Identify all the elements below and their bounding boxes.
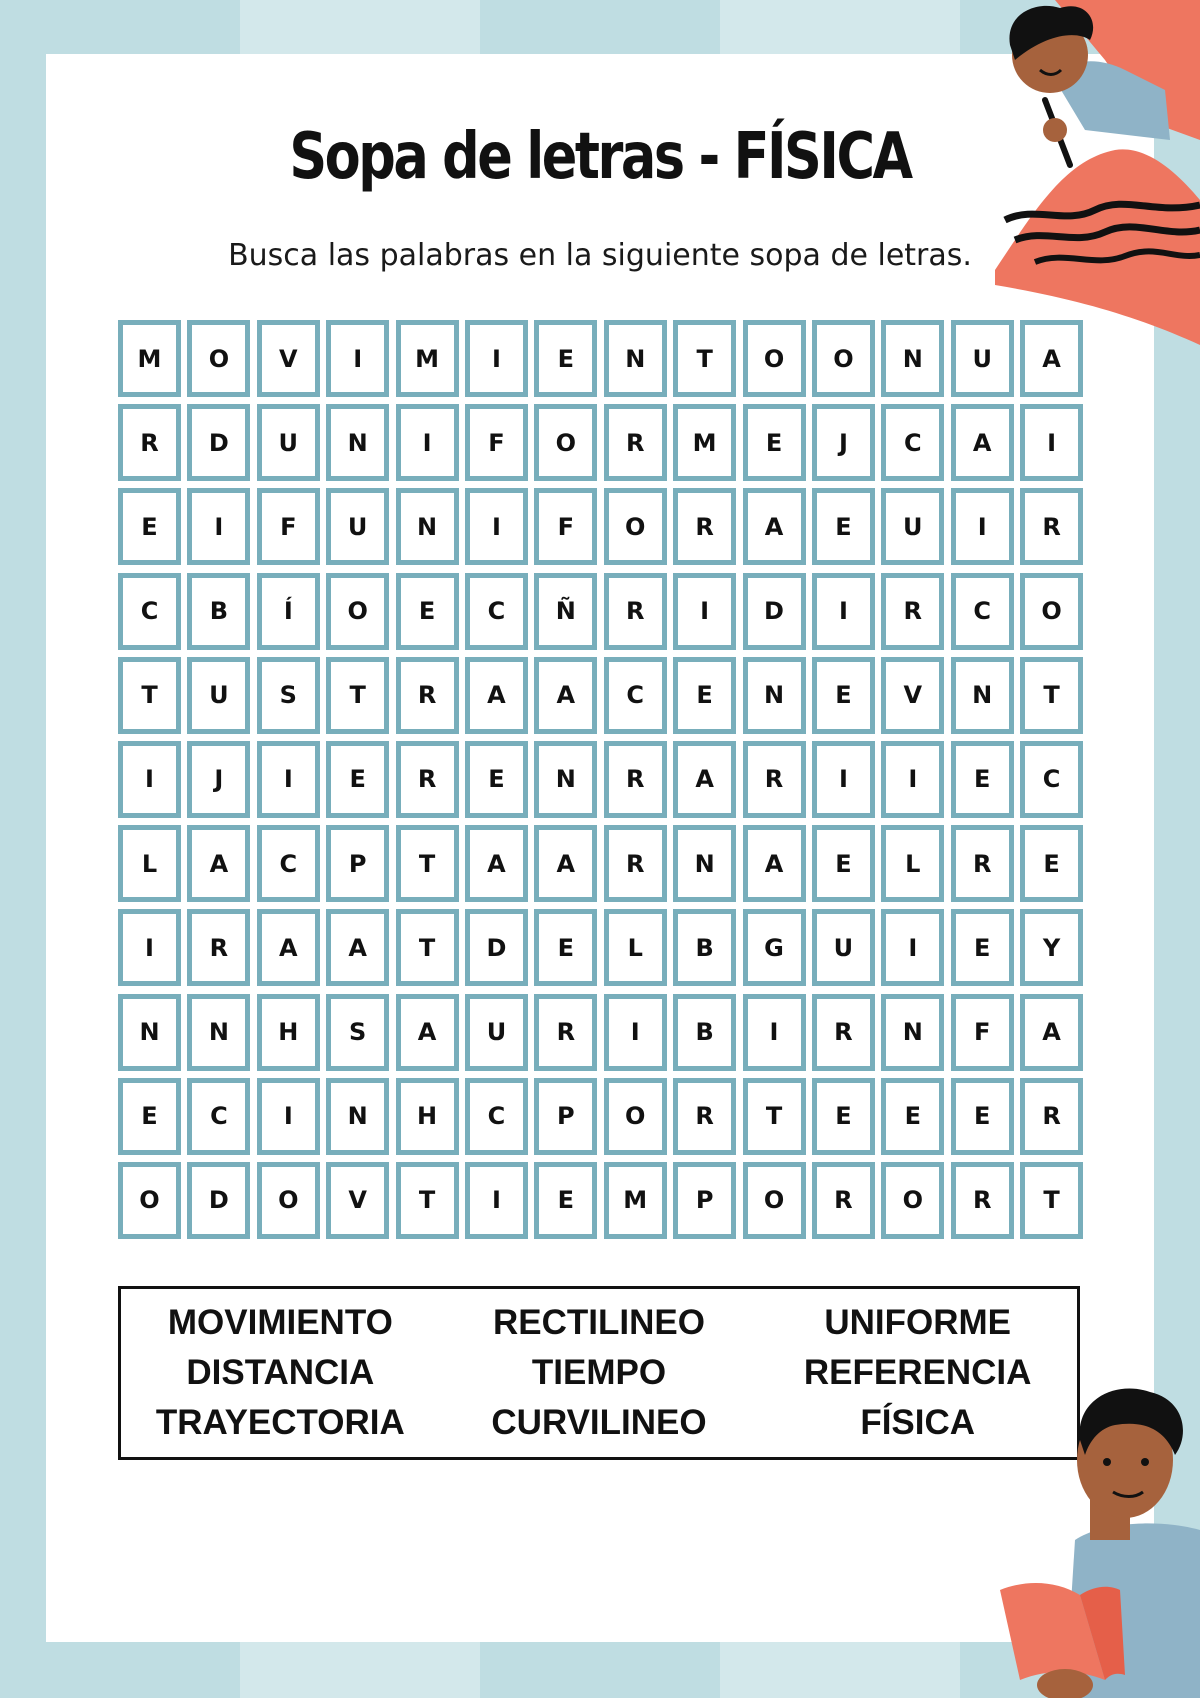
grid-cell: R (396, 657, 459, 734)
grid-cell: I (465, 488, 528, 565)
grid-cell: T (326, 657, 389, 734)
grid-cell: U (812, 909, 875, 986)
grid-cell: I (812, 741, 875, 818)
grid-cell: A (951, 404, 1014, 481)
grid-cell: Í (257, 573, 320, 650)
grid-cell: A (326, 909, 389, 986)
grid-cell: I (604, 994, 667, 1071)
grid-cell: C (1020, 741, 1083, 818)
grid-cell: R (743, 741, 806, 818)
grid-cell: O (812, 320, 875, 397)
grid-cell: B (187, 573, 250, 650)
grid-cell: I (118, 909, 181, 986)
grid-cell: N (881, 994, 944, 1071)
grid-cell: O (257, 1162, 320, 1239)
grid-cell: H (257, 994, 320, 1071)
grid-cell: L (604, 909, 667, 986)
grid-cell: R (673, 488, 736, 565)
grid-cell: O (604, 1078, 667, 1155)
grid-cell: G (743, 909, 806, 986)
grid-cell: U (257, 404, 320, 481)
grid-cell: R (881, 573, 944, 650)
grid-cell: E (673, 657, 736, 734)
grid-cell: R (118, 404, 181, 481)
word-list-item: REFERENCIA (803, 1353, 1032, 1392)
grid-cell: E (812, 488, 875, 565)
grid-cell: O (743, 1162, 806, 1239)
grid-cell: R (396, 741, 459, 818)
grid-cell: D (187, 404, 250, 481)
grid-cell: C (951, 573, 1014, 650)
word-list-item: MOVIMIENTO (167, 1303, 393, 1342)
grid-cell: D (465, 909, 528, 986)
grid-cell: N (951, 657, 1014, 734)
grid-cell: C (257, 825, 320, 902)
grid-cell: N (881, 320, 944, 397)
grid-cell: N (326, 1078, 389, 1155)
grid-cell: O (187, 320, 250, 397)
grid-cell: I (187, 488, 250, 565)
grid-cell: U (881, 488, 944, 565)
grid-cell: R (1020, 1078, 1083, 1155)
instructions-text: Busca las palabras en la siguiente sopa de letras. (228, 238, 972, 273)
grid-cell: P (673, 1162, 736, 1239)
grid-cell: P (326, 825, 389, 902)
grid-cell: U (465, 994, 528, 1071)
grid-cell: C (881, 404, 944, 481)
word-list-item: RECTILINEO (493, 1303, 705, 1342)
grid-cell: M (604, 1162, 667, 1239)
grid-cell: V (881, 657, 944, 734)
grid-cell: N (604, 320, 667, 397)
grid-cell: E (465, 741, 528, 818)
grid-cell: R (187, 909, 250, 986)
grid-cell: A (673, 741, 736, 818)
grid-cell: I (326, 320, 389, 397)
grid-cell: R (951, 1162, 1014, 1239)
grid-cell: T (118, 657, 181, 734)
grid-cell: E (812, 657, 875, 734)
grid-cell: O (534, 404, 597, 481)
grid-cell: P (534, 1078, 597, 1155)
grid-cell: Ñ (534, 573, 597, 650)
grid-cell: O (743, 320, 806, 397)
grid-cell: R (604, 404, 667, 481)
grid-cell: I (812, 573, 875, 650)
word-list-column (440, 1289, 759, 1457)
student-writing-illustration (995, 0, 1200, 345)
grid-cell: E (118, 488, 181, 565)
grid-cell: R (604, 573, 667, 650)
grid-cell: D (743, 573, 806, 650)
grid-cell: I (118, 741, 181, 818)
grid-cell: B (673, 909, 736, 986)
grid-cell: F (465, 404, 528, 481)
grid-cell: E (951, 909, 1014, 986)
grid-cell: E (812, 1078, 875, 1155)
grid-cell: C (465, 1078, 528, 1155)
grid-cell: I (951, 488, 1014, 565)
grid-cell: I (1020, 404, 1083, 481)
grid-cell: V (326, 1162, 389, 1239)
grid-cell: E (743, 404, 806, 481)
grid-cell: R (1020, 488, 1083, 565)
grid-cell: N (534, 741, 597, 818)
grid-cell: E (534, 320, 597, 397)
grid-cell: A (743, 488, 806, 565)
grid-cell: R (673, 1078, 736, 1155)
grid-cell: E (951, 1078, 1014, 1155)
grid-cell: O (118, 1162, 181, 1239)
grid-cell: I (465, 1162, 528, 1239)
grid-cell: R (604, 825, 667, 902)
grid-cell: I (396, 404, 459, 481)
grid-cell: T (1020, 657, 1083, 734)
blanket-shape (995, 149, 1200, 345)
grid-cell: U (326, 488, 389, 565)
grid-cell: O (1020, 573, 1083, 650)
grid-cell: D (187, 1162, 250, 1239)
grid-cell: E (534, 909, 597, 986)
grid-cell: T (673, 320, 736, 397)
grid-cell: I (465, 320, 528, 397)
grid-cell: F (257, 488, 320, 565)
grid-cell: N (187, 994, 250, 1071)
grid-cell: I (881, 741, 944, 818)
grid-cell: E (1020, 825, 1083, 902)
grid-cell: C (604, 657, 667, 734)
grid-cell: N (743, 657, 806, 734)
grid-cell: E (326, 741, 389, 818)
grid-cell: C (118, 573, 181, 650)
grid-cell: A (534, 657, 597, 734)
grid-cell: N (118, 994, 181, 1071)
grid-cell: H (396, 1078, 459, 1155)
student-reading-illustration (995, 1380, 1200, 1698)
grid-cell: I (257, 741, 320, 818)
grid-cell: B (673, 994, 736, 1071)
grid-cell: E (534, 1162, 597, 1239)
grid-cell: F (951, 994, 1014, 1071)
grid-cell: A (534, 825, 597, 902)
grid-cell: I (257, 1078, 320, 1155)
grid-cell: R (812, 1162, 875, 1239)
grid-cell: F (534, 488, 597, 565)
grid-cell: C (465, 573, 528, 650)
grid-cell: I (673, 573, 736, 650)
grid-cell: A (1020, 320, 1083, 397)
grid-cell: A (1020, 994, 1083, 1071)
grid-cell: I (881, 909, 944, 986)
grid-cell: M (673, 404, 736, 481)
grid-cell: S (326, 994, 389, 1071)
grid-cell: O (604, 488, 667, 565)
grid-cell: R (812, 994, 875, 1071)
word-list-item: UNIFORME (824, 1303, 1011, 1342)
grid-cell: M (396, 320, 459, 397)
word-list-column (121, 1289, 440, 1457)
grid-cell: A (743, 825, 806, 902)
grid-cell: E (396, 573, 459, 650)
grid-cell: E (881, 1078, 944, 1155)
grid-cell: T (1020, 1162, 1083, 1239)
grid-cell: A (396, 994, 459, 1071)
word-list-item: CURVILINEO (491, 1403, 707, 1442)
word-list-item: FÍSICA (860, 1403, 976, 1442)
grid-cell: T (396, 825, 459, 902)
word-list-item: TRAYECTORIA (155, 1403, 405, 1442)
word-list-box (118, 1286, 1080, 1460)
grid-cell: O (881, 1162, 944, 1239)
grid-cell: L (881, 825, 944, 902)
grid-cell: L (118, 825, 181, 902)
grid-cell: R (534, 994, 597, 1071)
grid-cell: A (465, 657, 528, 734)
grid-cell: M (118, 320, 181, 397)
grid-cell: A (257, 909, 320, 986)
grid-cell: J (812, 404, 875, 481)
grid-cell: N (326, 404, 389, 481)
grid-cell: A (465, 825, 528, 902)
grid-cell: E (812, 825, 875, 902)
grid-cell: V (257, 320, 320, 397)
grid-cell: E (951, 741, 1014, 818)
grid-cell: N (673, 825, 736, 902)
word-search-grid (118, 320, 1080, 1239)
grid-cell: I (743, 994, 806, 1071)
grid-cell: C (187, 1078, 250, 1155)
grid-cell: R (604, 741, 667, 818)
grid-cell: J (187, 741, 250, 818)
page-title: Sopa de letras - FÍSICA (289, 120, 911, 194)
grid-cell: U (951, 320, 1014, 397)
grid-cell: U (187, 657, 250, 734)
grid-cell: T (396, 909, 459, 986)
grid-cell: Y (1020, 909, 1083, 986)
word-list-item: TIEMPO (531, 1353, 667, 1392)
grid-cell: A (187, 825, 250, 902)
grid-cell: N (396, 488, 459, 565)
word-list-item: DISTANCIA (186, 1353, 375, 1392)
grid-cell: O (326, 573, 389, 650)
grid-cell: T (743, 1078, 806, 1155)
grid-cell: R (951, 825, 1014, 902)
grid-cell: E (118, 1078, 181, 1155)
grid-cell: T (396, 1162, 459, 1239)
grid-cell: S (257, 657, 320, 734)
